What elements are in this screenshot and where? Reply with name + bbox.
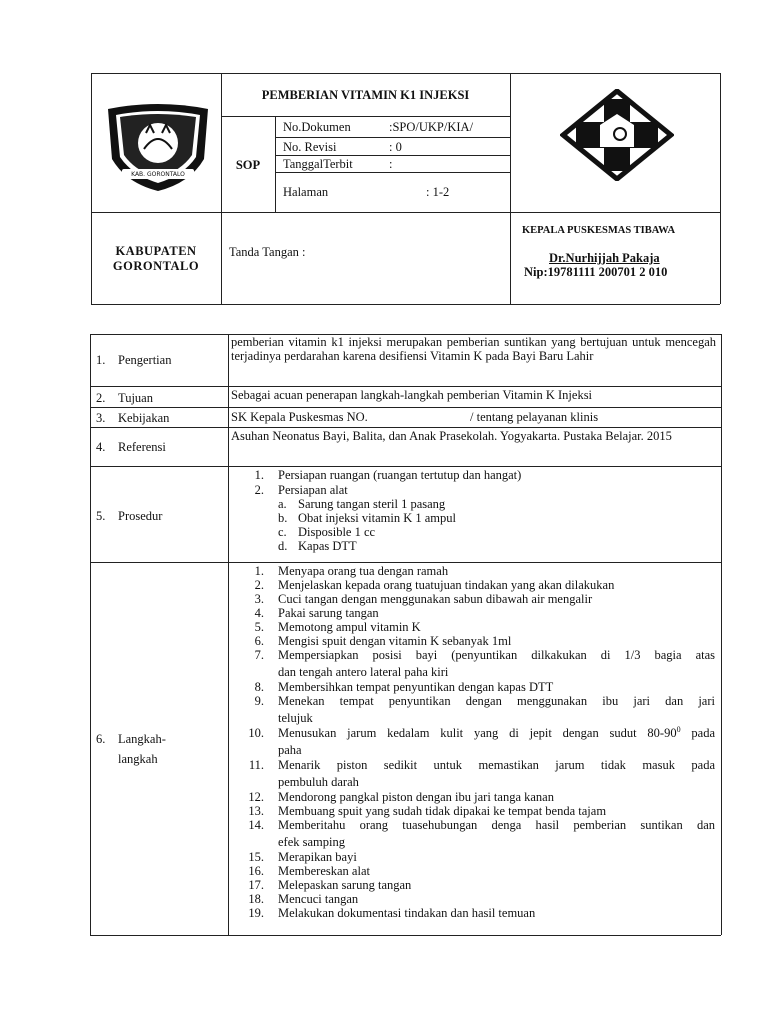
step-text-continuation: paha [278, 743, 302, 757]
step-text [278, 892, 358, 906]
step-number: 9. [254, 694, 264, 708]
step-text-main: Melakukan dokumentasi tindakan dan hasil temuan [278, 906, 536, 920]
step-number: 19. [248, 906, 264, 920]
step-text-main: Mencuci tangan [278, 892, 359, 906]
step-number: 15. [248, 850, 264, 864]
step-text [278, 578, 614, 592]
step-text [278, 634, 511, 648]
left-logo-text: KAB. GORONTALO [131, 171, 185, 178]
row-5-label: Prosedur [118, 509, 163, 523]
step-text-main: Mendorong pangkal piston dengan ibu jari tanga kanan [278, 790, 554, 804]
step-number: 1. [254, 564, 264, 578]
revision-value: : 0 [389, 140, 402, 154]
step-number: 5. [254, 620, 264, 634]
puskesmas-cross-logo-icon [560, 89, 674, 181]
equipment-item-letter: a. [278, 497, 287, 511]
step-number: 6. [254, 634, 264, 648]
step-number: 18. [248, 892, 264, 906]
step-text [278, 620, 421, 634]
page-value: : 1-2 [426, 185, 450, 199]
head-title: KEPALA PUSKESMAS TIBAWA [522, 225, 676, 236]
step-text [278, 726, 715, 740]
step-text-main: Memberitahu orang tuasehubungan denga hasil pemberian suntikan dan [278, 818, 715, 832]
step-text [278, 818, 715, 832]
step-text [278, 850, 357, 864]
step-text [278, 694, 715, 708]
step-text [278, 648, 715, 662]
step-text [278, 906, 535, 920]
regency-shield-emblem-icon [104, 103, 212, 193]
step-number: 3. [254, 592, 264, 606]
degree-superscript: 0 [676, 724, 681, 734]
step-text-main: Merapikan bayi [278, 850, 357, 864]
row-3-number: 3. [96, 411, 106, 425]
step-text-main: Memotong ampul vitamin K [278, 620, 421, 634]
step-text-main: Cuci tangan dengan menggunakan sabun dibawah air mengalir [278, 592, 593, 606]
step-text-main: Membersihkan tempat penyuntikan dengan kapas DTT [278, 680, 554, 694]
step-text-continuation: telujuk [278, 711, 313, 725]
row-4-label: Referensi [118, 440, 166, 454]
prep-item-number: 1. [254, 468, 264, 482]
row-3-label: Kebijakan [118, 411, 170, 425]
step-text-main: Pakai sarung tangan [278, 606, 379, 620]
step-number: 4. [254, 606, 264, 620]
issue-date-label: TanggalTerbit [283, 157, 353, 171]
step-text-main: Menyapa orang tua dengan ramah [278, 564, 449, 578]
prep-item-number: 2. [254, 483, 264, 497]
step-text-main: Menjelaskan kepada orang tuatujuan tindakan yang akan dilakukan [278, 578, 615, 592]
equipment-item-letter: d. [278, 539, 288, 553]
step-text [278, 804, 606, 818]
doc-number-value: :SPO/UKP/KIA/ [389, 120, 474, 134]
step-text-main: Membereskan alat [278, 864, 370, 878]
document-title: PEMBERIAN VITAMIN K1 INJEKSI [261, 88, 470, 102]
step-text [278, 790, 554, 804]
revision-label: No. Revisi [283, 140, 337, 154]
step-number: 16. [248, 864, 264, 878]
step-text [278, 680, 553, 694]
row-3-content-b: / tentang pelayanan klinis [470, 410, 599, 424]
step-text-continuation: efek samping [278, 835, 345, 849]
step-text-main: Mempersiapkan posisi bayi (penyuntikan dilkakukan di 1/3 bagia atas [278, 648, 715, 662]
row-4-content: Asuhan Neonatus Bayi, Balita, dan Anak Prasekolah. Yogyakarta. Pustaka Belajar. 2015 [231, 429, 672, 443]
step-number: 8. [254, 680, 264, 694]
step-text [278, 878, 411, 892]
row-2-label: Tujuan [118, 391, 153, 405]
step-number: 13. [248, 804, 264, 818]
gorontalo-label: GORONTALO [112, 259, 200, 273]
row-3-content-a: SK Kepala Puskesmas NO. [231, 410, 368, 424]
step-text-continuation: dan tengah antero lateral paha kiri [278, 665, 449, 679]
kabupaten-label: KABUPATEN [115, 244, 197, 258]
equipment-item-letter: c. [278, 525, 287, 539]
head-name: Dr.Nurhijjah Pakaja [549, 251, 660, 265]
step-text-continuation: pembuluh darah [278, 775, 359, 789]
equipment-item: Disposible 1 cc [298, 525, 376, 539]
step-text-main: Mengisi spuit dengan vitamin K sebanyak 1ml [278, 634, 512, 648]
row-6-label-line2: langkah [118, 752, 158, 766]
row-5-number: 5. [96, 509, 106, 523]
equipment-item-letter: b. [278, 511, 288, 525]
row-1-label: Pengertian [118, 353, 172, 367]
step-text [278, 592, 592, 606]
sop-label: SOP [235, 158, 261, 172]
step-text-main: Menekan tempat penyuntikan dengan menggunakan ibu jari dan jari [278, 694, 715, 708]
row-2-number: 2. [96, 391, 106, 405]
prep-item: Persiapan ruangan (ruangan tertutup dan hangat) [278, 468, 522, 482]
row-6-label-line1: Langkah- [118, 732, 166, 746]
step-text-tail: pada [680, 726, 715, 740]
signature-label: Tanda Tangan : [229, 245, 306, 259]
head-nip: Nip:19781111 200701 2 010 [524, 265, 668, 279]
step-text [278, 606, 379, 620]
step-text-main: Menarik piston sedikit untuk memastikan jarum tidak masuk pada [278, 758, 715, 772]
row-1-content: pemberian vitamin k1 injeksi merupakan pemberian suntikan yang bertujuan untuk mencegah terjadinya perdarahan karena desifiensi Vitamin K pada Bayi Baru Lahir [231, 335, 716, 364]
step-number: 10. [248, 726, 264, 740]
equipment-item: Kapas DTT [298, 539, 357, 553]
step-text-main: Membuang spuit yang sudah tidak dipakai ke tempat benda tajam [278, 804, 607, 818]
prep-item: Persiapan alat [278, 483, 348, 497]
row-2-content: Sebagai acuan penerapan langkah-langkah pemberian Vitamin K Injeksi [231, 388, 593, 402]
step-number: 7. [254, 648, 264, 662]
step-text [278, 758, 715, 772]
step-number: 17. [248, 878, 264, 892]
row-4-number: 4. [96, 440, 106, 454]
step-text [278, 864, 370, 878]
equipment-item: Sarung tangan steril 1 pasang [298, 497, 446, 511]
equipment-item: Obat injeksi vitamin K 1 ampul [298, 511, 456, 525]
row-1-number: 1. [96, 353, 106, 367]
page-label: Halaman [283, 185, 329, 199]
step-number: 12. [248, 790, 264, 804]
step-number: 2. [254, 578, 264, 592]
issue-date-value: : [389, 157, 393, 171]
doc-number-label: No.Dokumen [283, 120, 351, 134]
step-text-main: Melepaskan sarung tangan [278, 878, 412, 892]
step-text [278, 564, 448, 578]
step-text-main: Menusukan jarum kedalam kulit yang di jepit dengan sudut 80-90 [278, 726, 677, 740]
step-number: 14. [248, 818, 264, 832]
row-6-number: 6. [96, 732, 106, 746]
step-number: 11. [248, 758, 264, 772]
